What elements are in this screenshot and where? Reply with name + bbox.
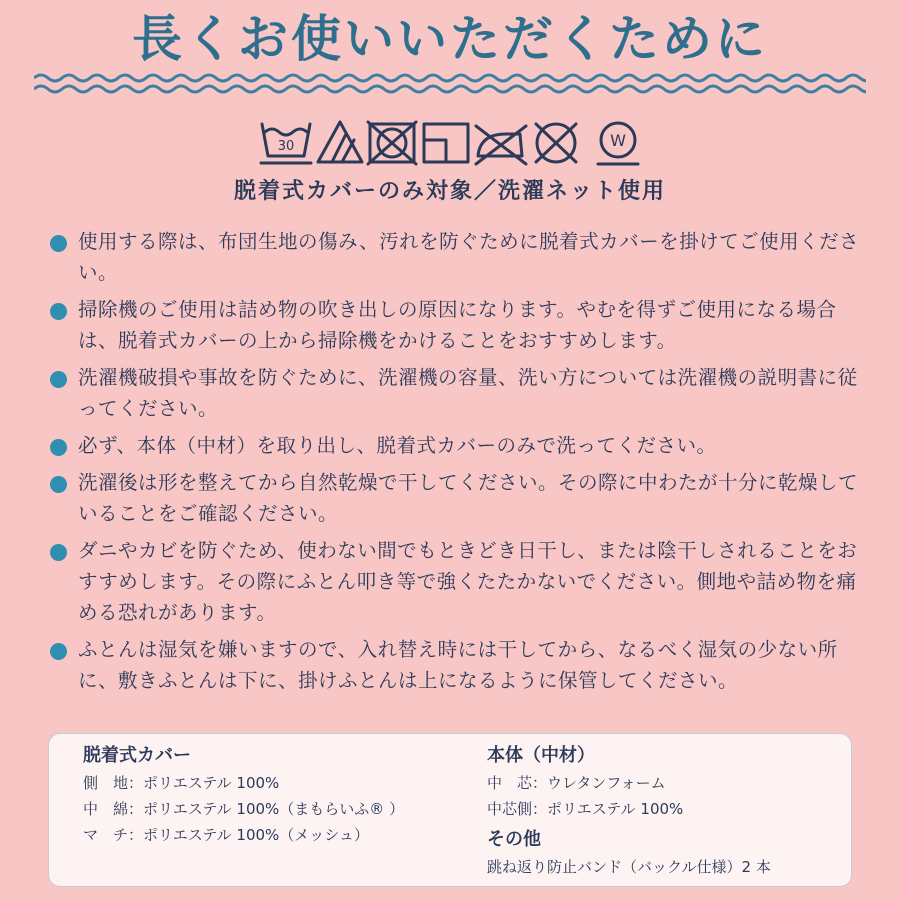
body-spec [487, 742, 771, 880]
material-spec-box [48, 733, 852, 887]
wash-temp-label: 30 [277, 139, 295, 154]
body-spec-heading: 本体（中材） [487, 745, 595, 766]
spec-row: 中 芯：ウレタンフォーム [487, 774, 666, 792]
spec-row: 中芯側：ポリエステル 100% [487, 800, 684, 818]
list-item [48, 226, 868, 288]
list-item [48, 634, 868, 696]
dry-flat-icon [424, 124, 468, 162]
bleach-allowed-icon [318, 122, 362, 162]
other-spec-heading: その他 [487, 829, 541, 850]
bullet-dot-icon [50, 235, 67, 252]
note-text: 使用する際は、布団生地の傷み、汚れを防ぐために脱着式カバーを掛けてご使用ください。 [78, 230, 860, 284]
bullet-dot-icon [50, 544, 67, 561]
bullet-dot-icon [50, 476, 67, 493]
spec-row: 跳ね返り防止バンド（バックル仕様）2 本 [487, 858, 771, 876]
bullet-dot-icon [50, 439, 67, 456]
wet-clean-icon [598, 123, 638, 164]
spec-row: 側 地：ポリエステル 100% [83, 774, 280, 792]
bullet-dot-icon [50, 371, 67, 388]
no-dry-clean-icon [536, 124, 576, 162]
care-icons [258, 118, 648, 168]
note-text: ダニやカビを防ぐため、使わない間でもときどき日干し、または陰干しされることをおすすめします。その際にふとん叩き等で強くたたかないでください。側地や詰め物を痛める恐れがあります。 [78, 539, 858, 624]
no-tumble-dry-icon [368, 122, 416, 164]
care-notes [48, 226, 868, 702]
list-item [48, 535, 868, 628]
no-iron-icon [476, 126, 526, 164]
note-text: 洗濯機破損や事故を防ぐために、洗濯機の容量、洗い方については洗濯機の説明書に従ってください。 [78, 366, 858, 420]
cover-spec-heading: 脱着式カバー [83, 745, 191, 766]
note-text: ふとんは湿気を嫌いますので、入れ替え時には干してから、なるべく湿気の少ない所に、敷きふとんは下に、掛けふとんは上になるように保管してください。 [78, 638, 838, 692]
wet-clean-label: W [610, 131, 626, 150]
spec-row: 中 綿：ポリエステル 100%（まもらいふ® ） [83, 800, 405, 818]
spec-row: マ チ：ポリエステル 100%（メッシュ） [83, 826, 370, 844]
bullet-dot-icon [50, 303, 67, 320]
bullet-dot-icon [50, 643, 67, 660]
wave-divider [34, 70, 866, 96]
list-item [48, 430, 868, 461]
list-item [48, 467, 868, 529]
cover-spec [83, 742, 404, 848]
note-text: 掃除機のご使用は詰め物の吹き出しの原因になります。やむを得ずご使用になる場合は、脱着式カバーの上から掃除機をかけることをおすすめします。 [78, 298, 837, 352]
note-text: 必ず、本体（中材）を取り出し、脱着式カバーのみで洗ってください。 [78, 434, 717, 457]
note-text: 洗濯後は形を整えてから自然乾燥で干してください。その際に中わたが十分に乾燥していることをご確認ください。 [78, 471, 859, 525]
list-item [48, 362, 868, 424]
care-subtitle: 脱着式カバーのみ対象／洗濯ネット使用 [233, 179, 666, 204]
list-item [48, 294, 868, 356]
page-title: 長くお使いいただくために [132, 10, 768, 68]
wash-30-icon [261, 124, 311, 163]
